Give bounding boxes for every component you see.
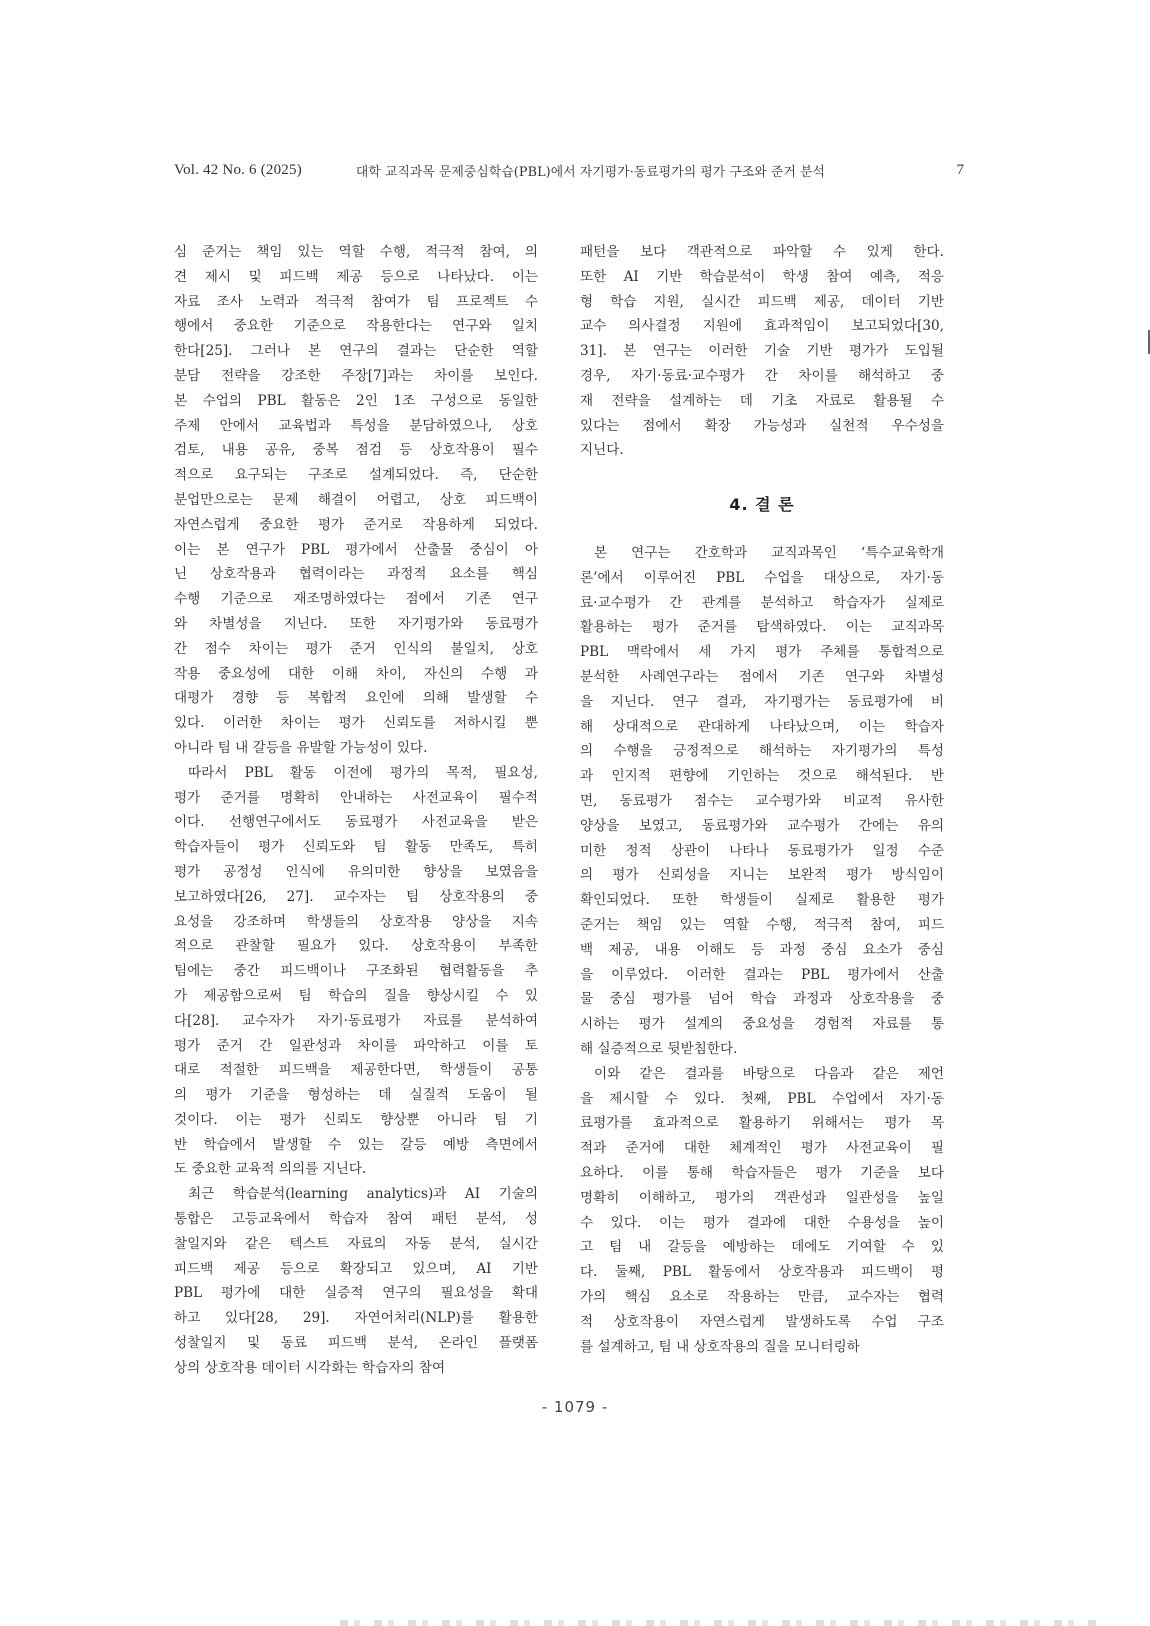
text-line: 미한 정적 상관이 나타나 동료평가가 일정 수준 [580,842,944,859]
text-line: 적 상호작용이 자연스럽게 발생하도록 수업 구조 [580,1313,944,1330]
text-line: 수행 기준으로 재조명하였다는 점에서 기존 연구 [174,591,538,608]
running-title: 대학 교직과목 문제중심학습(PBL)에서 자기평가·동료평가의 평가 구조와 준거 분석 [355,164,826,180]
text-line: 상의 상호작용 데이터 시각화는 학습자의 참여 [174,1359,446,1376]
text-line: 교수 의사결정 지원에 효과적임이 보고되었다[30, [580,318,944,335]
text-line: 형 학습 지원, 실시간 피드백 제공, 데이터 기반 [580,293,944,310]
text-line: 닌 상호작용과 협력이라는 과정적 요소를 핵심 [174,566,538,583]
text-line: 을 지닌다. 연구 결과, 자기평가는 동료평가에 비 [580,693,944,710]
right-column-upper [580,240,944,463]
text-line: 간 점수 차이는 평가 준거 인식의 불일치, 상호 [174,640,538,657]
text-line: 이다. 선행연구에서도 동료평가 사전교육을 받은 [174,814,538,831]
text-line: 보고하였다[26, 27]. 교수자는 팀 상호작용의 중 [174,888,538,905]
text-line: 심 준거는 책임 있는 역할 수행, 적극적 참여, 의 [174,244,538,260]
text-line: 작용 중요성에 대한 이해 차이, 자신의 수행 과 [174,665,538,682]
text-line: 료평가를 효과적으로 활용하기 위해서는 평가 목 [580,1115,944,1132]
text-line: 시하는 평가 설계의 중요성을 경험적 자료를 통 [580,1016,944,1033]
text-line: 고 팀 내 갈등을 예방하는 데에도 기여할 수 있 [580,1239,944,1256]
text-line: 의 평가 신뢰성을 지니는 보완적 평가 방식임이 [580,867,944,884]
text-line: 본 연구는 간호학과 교직과목인 ‘특수교육학개 [594,545,944,561]
text-line: 최근 학습분석(learning analytics)과 AI 기술의 [188,1186,538,1203]
text-line: 을 제시할 수 있다. 첫째, PBL 수업에서 자기·동 [580,1090,944,1107]
text-line: 론’에서 이루어진 PBL 수업을 대상으로, 자기·동 [580,569,944,586]
text-line: 재 전략을 설계하는 데 기초 자료로 활용될 수 [580,392,944,409]
text-line: 해 상대적으로 관대하게 나타났으며, 이는 학습자 [580,718,944,735]
text-line: 하고 있다[28, 29]. 자연어처리(NLP)를 활용한 [174,1310,538,1327]
text-line: 의 수행을 긍정적으로 해석하는 자기평가의 특성 [580,743,944,760]
text-line: 경우, 자기·동료·교수평가 간 차이를 해석하고 중 [580,367,944,384]
text-line: 따라서 PBL 활동 이전에 평가의 목적, 필요성, [188,764,538,781]
text-line: 분업만으로는 문제 해결이 어렵고, 상호 피드백이 [174,491,538,508]
left-column [174,240,538,1381]
text-line: 의 평가 기준을 형성하는 데 실질적 도움이 될 [174,1087,538,1104]
text-line: 아니라 팀 내 갈등을 유발할 가능성이 있다. [174,739,428,756]
text-line: PBL 맥락에서 세 가지 평가 주체를 통합적으로 [580,644,944,661]
text-line: 대평가 경향 등 복합적 요인에 의해 발생할 수 [174,690,538,707]
text-line: PBL 평가에 대한 실증적 연구의 필요성을 확대 [174,1285,538,1302]
text-line: 과 인지적 편향에 기인하는 것으로 해석된다. 반 [580,768,944,785]
text-line: 적으로 요구되는 구조로 설계되었다. 즉, 단순한 [174,467,538,484]
text-line: 양상을 보였고, 동료평가와 교수평가 간에는 유의 [580,817,944,834]
text-line: 행에서 중요한 기준으로 작용한다는 연구와 일치 [174,318,538,335]
text-line: 가의 핵심 요소로 작용하는 만큼, 교수자는 협력 [580,1288,944,1305]
text-line: 활용하는 평가 준거를 탐색하였다. 이는 교직과목 [580,619,944,636]
text-line: 평가 준거를 명확히 안내하는 사전교육이 필수적 [174,789,538,806]
next-page-bleed [340,1620,1100,1626]
text-line: 31]. 본 연구는 이러한 기술 기반 평가가 도입될 [580,343,944,360]
text-line: 다[28]. 교수자가 자기·동료평가 자료를 분석하여 [174,1012,538,1029]
text-line: 있다. 이러한 차이는 평가 신뢰도를 저하시킬 뿐 [174,715,538,732]
text-line: 한다[25]. 그러나 본 연구의 결과는 단순한 역할 [174,343,538,360]
text-line: 다. 둘째, PBL 활동에서 상호작용과 피드백이 평 [580,1264,944,1281]
text-line: 검토, 내용 공유, 중복 점검 등 상호작용이 필수 [174,442,538,459]
text-line: 자연스럽게 중요한 평가 준거로 작용하게 되었다. [174,516,538,533]
text-line: 피드백 제공 등으로 확장되고 있으며, AI 기반 [174,1260,538,1277]
text-line: 명확히 이해하고, 평가의 객관성과 일관성을 높일 [580,1189,944,1206]
text-line: 있다는 점에서 확장 가능성과 실천적 우수성을 [580,417,944,434]
text-line: 와 차별성을 지닌다. 또한 자기평가와 동료평가 [174,615,538,632]
text-line: 견 제시 및 피드백 제공 등으로 나타났다. 이는 [174,268,538,285]
text-line: 이는 본 연구가 PBL 평가에서 산출물 중심이 아 [174,541,538,558]
running-header [174,158,964,182]
text-line: 면, 동료평가 점수는 교수평가와 비교적 유사한 [580,792,944,809]
text-line: 성찰일지 및 동료 피드백 분석, 온라인 플랫폼 [174,1335,538,1352]
text-line: 주제 안에서 교육법과 특성을 분담하였으나, 상호 [174,417,538,434]
text-line: 료·교수평가 간 관계를 분석하고 학습자가 실제로 [580,594,944,611]
text-line: 준거는 책임 있는 역할 수행, 적극적 참여, 피드 [580,916,944,933]
text-line: 해 실증적으로 뒷받침한다. [580,1040,738,1057]
text-line: 반 학습에서 발생할 수 있는 갈등 예방 측면에서 [174,1136,538,1153]
text-line: 찰일지와 같은 텍스트 자료의 자동 분석, 실시간 [174,1235,538,1252]
text-line: 확인되었다. 또한 학생들이 실제로 활용한 평가 [580,892,944,909]
text-line: 적으로 관찰할 필요가 있다. 상호작용이 부족한 [174,938,538,955]
text-line: 분담 전략을 강조한 주장[7]과는 차이를 보인다. [174,367,538,384]
text-line: 대로 적절한 피드백을 제공한다면, 학생들이 공통 [174,1062,538,1079]
text-line: 를 설계하고, 팀 내 상호작용의 질을 모니터링하 [580,1338,860,1355]
text-line: 평가 공정성 인식에 유의미한 향상을 보였음을 [174,863,538,880]
text-line: 팀에는 중간 피드백이나 구조화된 협력활동을 추 [174,963,538,980]
text-line: 또한 AI 기반 학습분석이 학생 참여 예측, 적응 [580,268,944,285]
text-line: 통합은 고등교육에서 학습자 참여 패턴 분석, 성 [174,1211,538,1228]
text-line: 가 제공함으로써 팀 학습의 질을 향상시킬 수 있 [174,987,538,1004]
text-line: 평가 준거 간 일관성과 차이를 파악하고 이를 토 [174,1037,538,1054]
header-page-number: 7 [956,161,964,178]
text-line: 이와 같은 결과를 바탕으로 다음과 같은 제언 [594,1065,944,1082]
text-line: 지닌다. [580,442,624,459]
text-line: 백 제공, 내용 이해도 등 과정 중심 요소가 중심 [580,941,944,958]
text-line: 물 중심 평가를 넘어 학습 과정과 상호작용을 중 [580,991,944,1008]
text-line: 분석한 사례연구라는 점에서 기존 연구와 차별성 [580,668,944,685]
text-line: 적과 준거에 대한 체계적인 평가 사전교육이 필 [580,1140,944,1157]
text-line: 자료 조사 노력과 적극적 참여가 팀 프로젝트 수 [174,293,538,310]
text-line: 수 있다. 이는 평가 결과에 대한 수용성을 높이 [580,1214,944,1231]
section-heading-conclusion: 4. 결 론 [729,495,795,514]
text-line: 요하다. 이를 통해 학습자들은 평가 기준을 보다 [580,1164,944,1181]
text-line: 본 수업의 PBL 활동은 2인 1조 구성으로 동일한 [174,392,538,409]
text-line: 학습자들이 평가 신뢰도와 팀 활동 만족도, 특히 [174,839,538,856]
text-line: 요성을 강조하며 학생들의 상호작용 양상을 지속 [174,913,538,930]
text-line: 도 중요한 교육적 의의를 지닌다. [174,1161,367,1178]
text-line: 패턴을 보다 객관적으로 파악할 수 있게 한다. [580,244,944,260]
text-line: 것이다. 이는 평가 신뢰도 향상뿐 아니라 팀 기 [174,1111,538,1128]
right-column-conclusion [580,541,944,1359]
text-line: 을 이루었다. 이러한 결과는 PBL 평가에서 산출 [580,966,944,983]
footer-page-number: - 1079 - [541,1398,609,1416]
volume-info: Vol. 42 No. 6 (2025) [174,161,302,178]
